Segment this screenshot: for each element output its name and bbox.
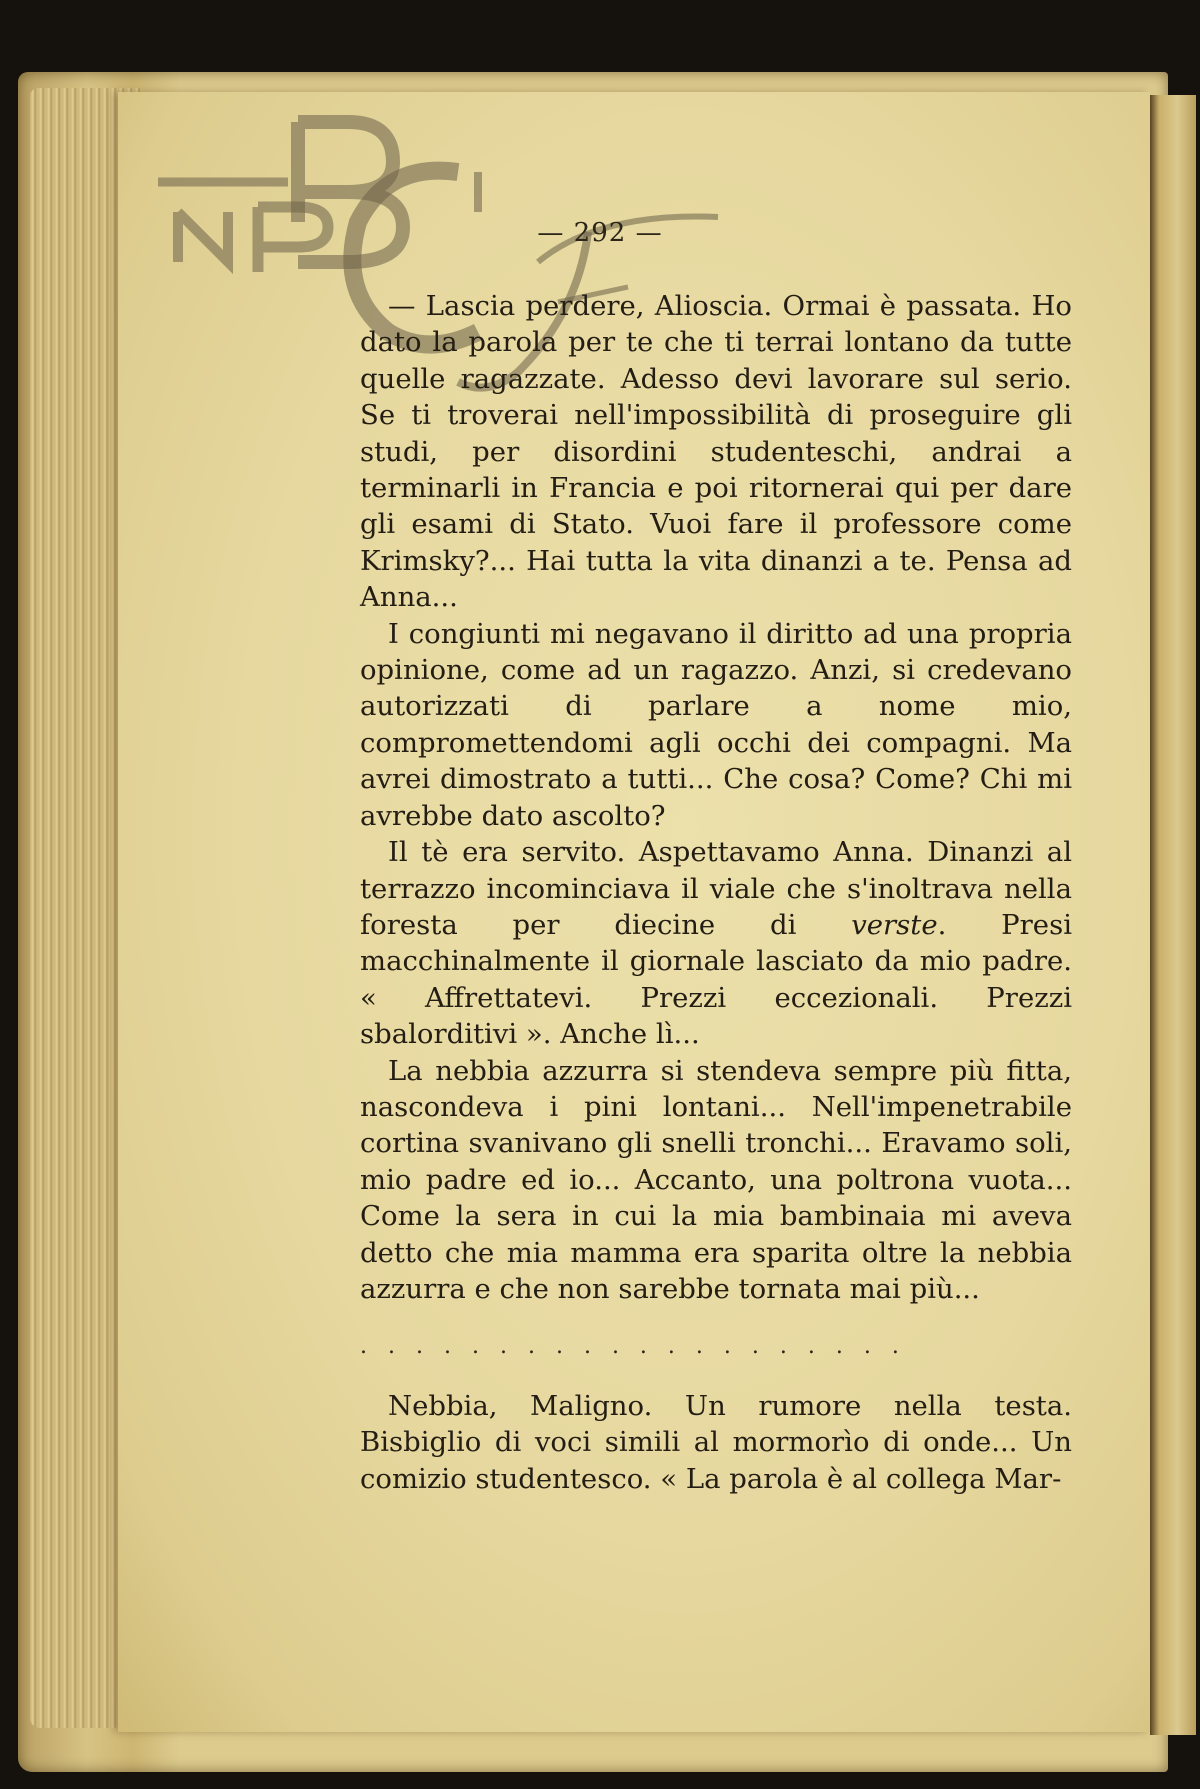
section-separator-dots: ....................: [360, 1334, 920, 1360]
italic-word: verste: [851, 908, 938, 941]
body-text: [360, 288, 1072, 1497]
paragraph: I congiunti mi negavano il diritto ad una propria opinione, come ad un ragazzo. Anzi, si credevano autorizzati di parlare a nome mio, compromettendomi agli occhi dei compagni. Ma avrei dimostrato a tutti... Che cosa? Come? Chi mi avrebbe dato ascolto?: [360, 617, 1072, 832]
facing-page-edge: [1150, 95, 1196, 1735]
paragraph: La nebbia azzurra si stendeva sempre più fitta, nascondeva i pini lontani... Nell'impenetrabile cortina svanivano gli snelli tronchi... Eravamo soli, mio padre ed io... Accanto, una poltrona vuota... Come la sera in cui la mia bambinaia mi aveva detto che mia mamma era sparita oltre la nebbia azzurra e che non sarebbe tornata mai più...: [360, 1054, 1072, 1305]
page-number: — 292 —: [537, 218, 663, 248]
paragraph-text: Il tè era servito. Aspettavamo Anna. Dinanzi al terrazzo incominciava il viale che s'inoltrava nella foresta per diecine di: [360, 836, 1072, 941]
paragraph: [360, 834, 1072, 1052]
paragraph: — Lascia perdere, Alioscia. Ormai è passata. Ho dato la parola per te che ti terrai lontano da tutte quelle ragazzate. Adesso devi lavorare sul serio. Se ti troverai nell'impossibilità di proseguire gli studi, per disordini studenteschi, andrai a terminarli in Francia e poi ritornerai qui per dare gli esami di Stato. Vuoi fare il professore come Krimsky?... Hai tutta la vita dinanzi a te. Pensa ad Anna...: [360, 290, 1072, 614]
paragraph: Nebbia, Maligno. Un rumore nella testa. Bisbiglio di voci simili al mormorìo di onde... Un comizio studentesco. « La parola è al collega Mar-: [360, 1389, 1072, 1495]
paragraph-text: . Presi macchinalmente il giornale lasciato da mio padre. « Affrettatevi. Prezzi eccezionali. Prezzi sbalorditivi ». Anche lì...: [360, 908, 1072, 1051]
